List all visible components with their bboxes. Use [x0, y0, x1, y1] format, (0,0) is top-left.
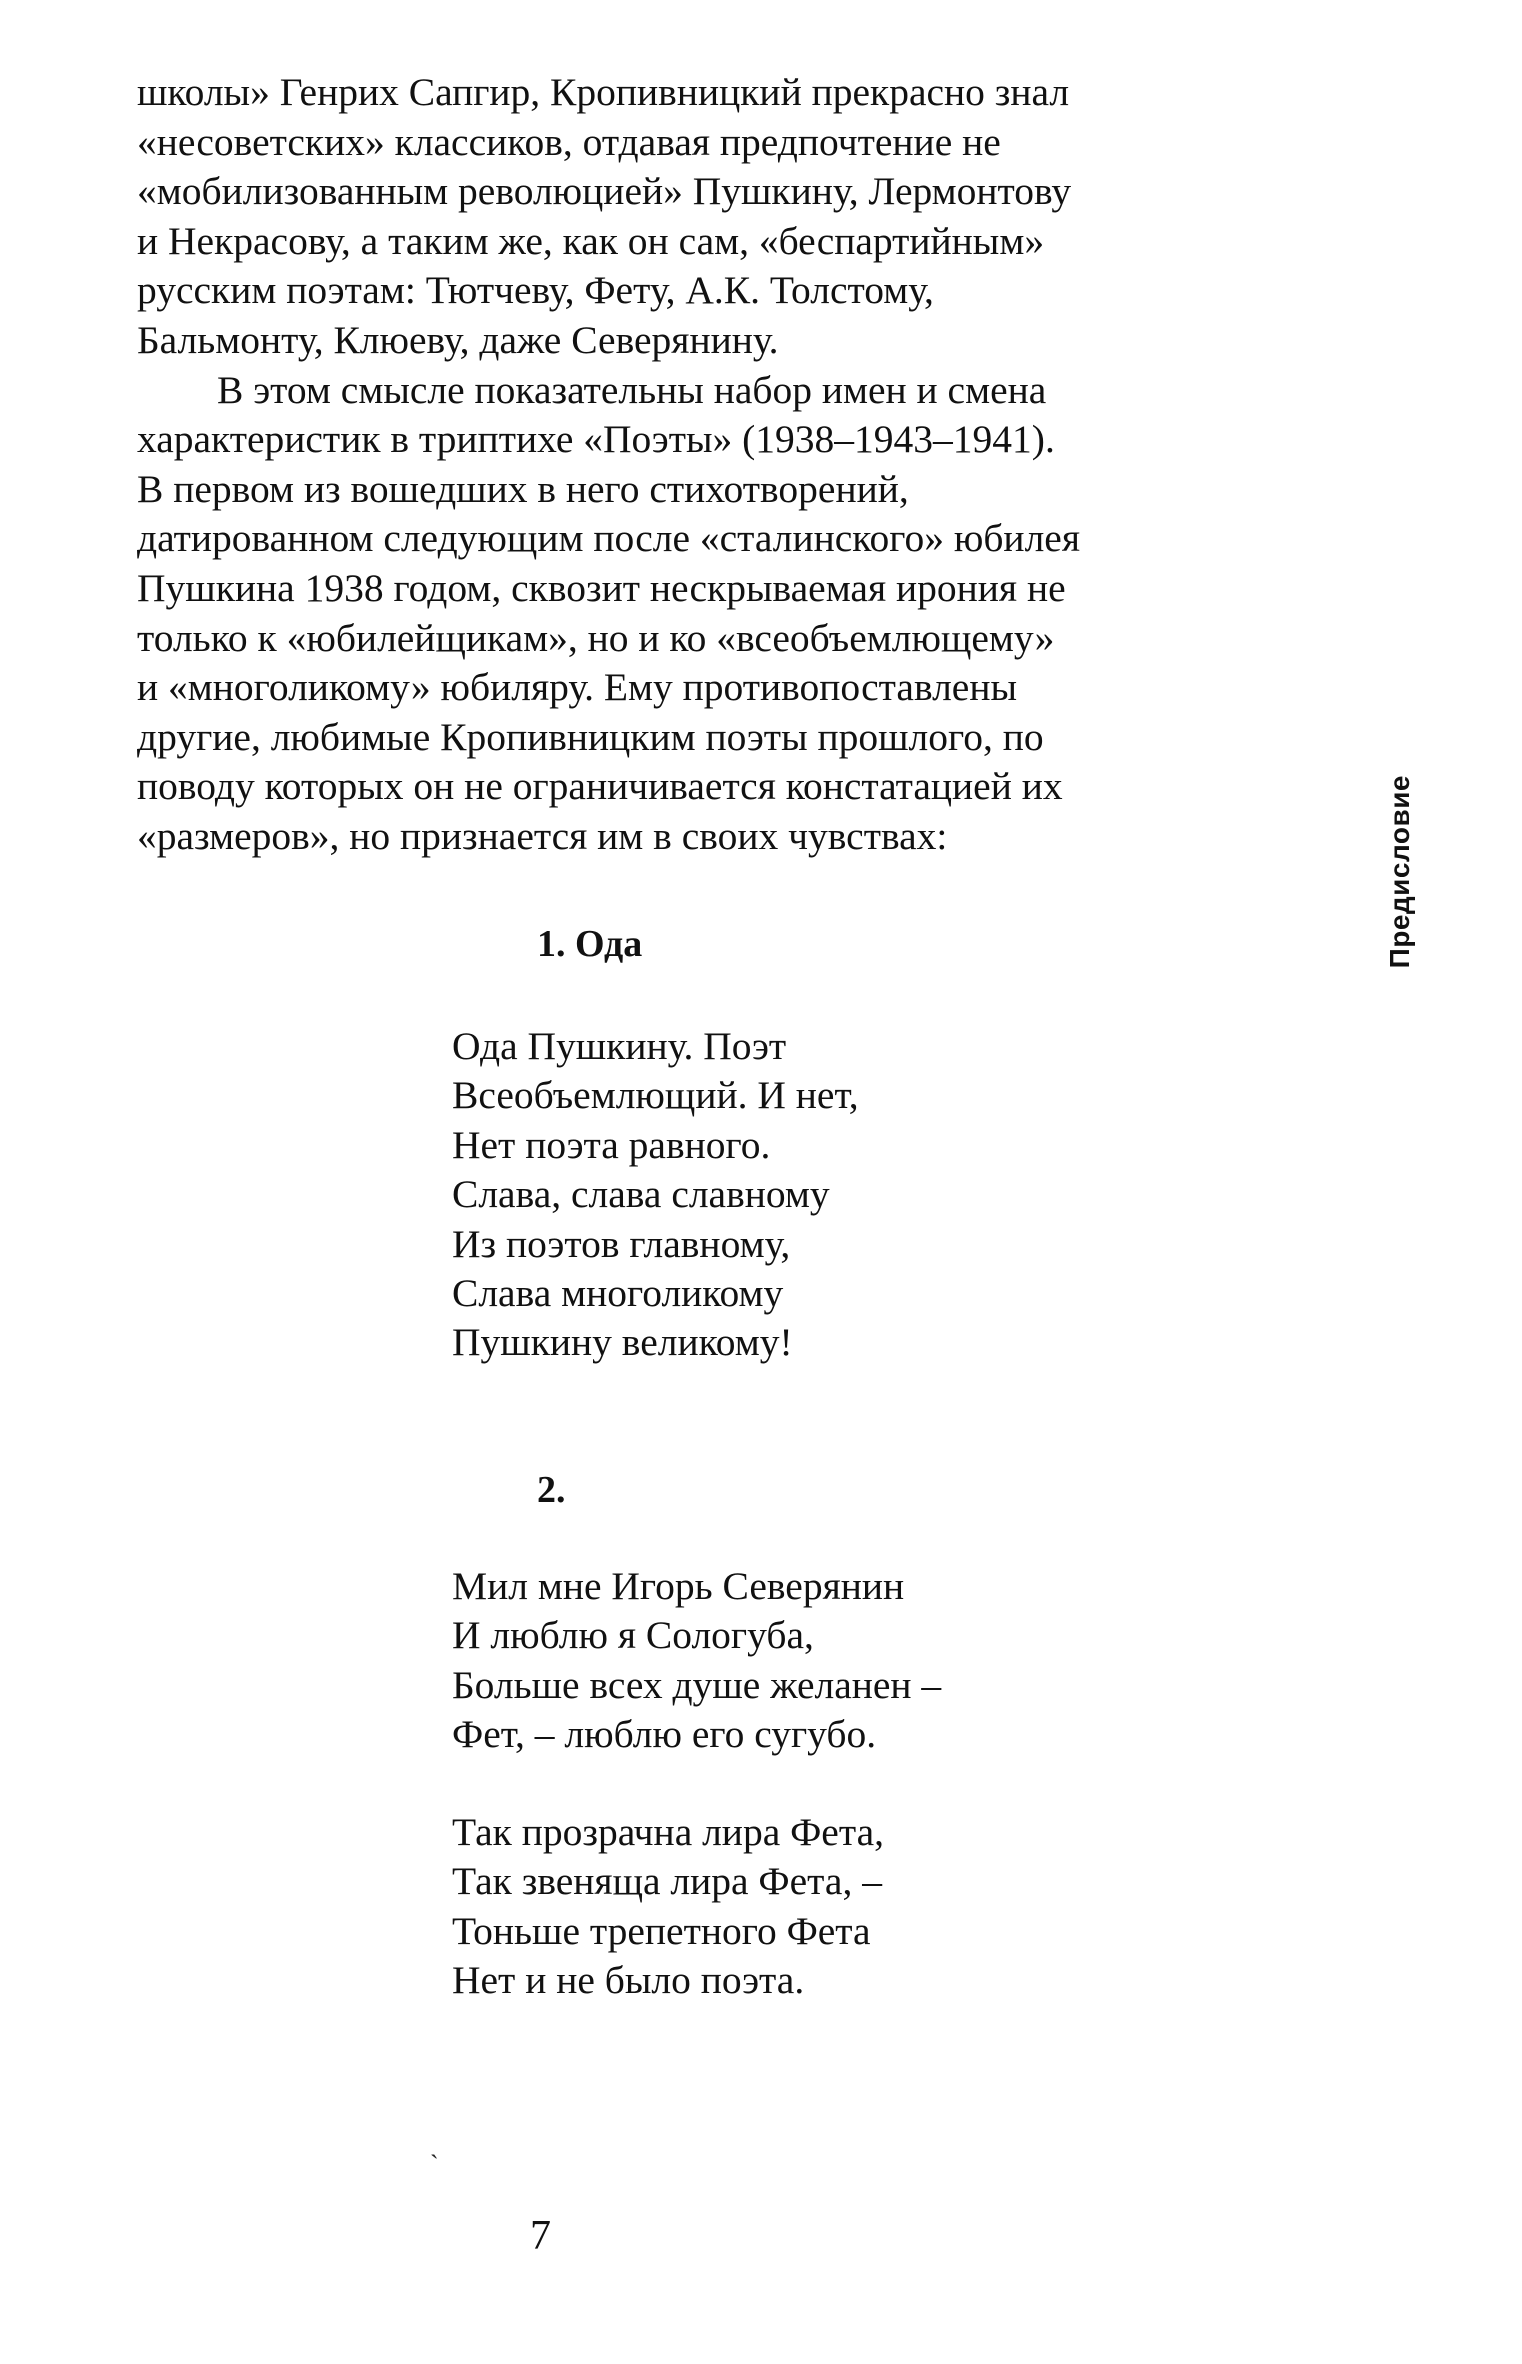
text-line: Пушкина 1938 годом, сквозит нескрываемая ирония не: [137, 565, 1066, 610]
verse-line: Ода Пушкину. Поэт: [452, 1024, 787, 1068]
text-line: В первом из вошедших в него стихотворений,: [137, 466, 909, 511]
text-line: «размеров», но признается им в своих чувствах:: [137, 813, 948, 858]
text-line: только к «юбилейщикам», но и ко «всеобъемлющему»: [137, 615, 1055, 660]
poem-stanza: [452, 1022, 859, 1368]
verse-line: Всеобъемлющий. И нет,: [452, 1073, 859, 1118]
verse-line: Фет, – люблю его сугубо.: [452, 1712, 877, 1757]
text-line: другие, любимые Кропивницким поэты прошлого, по: [137, 714, 1044, 759]
text-line: поводу которых он не ограничивается констатацией их: [137, 764, 1063, 809]
verse-line: Тоньше трепетного Фета: [452, 1908, 871, 1953]
text-line: русским поэтам: Тютчеву, Фету, А.К. Толстому,: [137, 268, 934, 313]
verse-line: Больше всех душе желанен –: [452, 1662, 942, 1707]
verse-line: Пушкину великому!: [452, 1320, 793, 1365]
page-number: 7: [530, 2213, 551, 2259]
text-line: датированном следующим после «сталинского» юбилея: [137, 516, 1080, 561]
poem-stanza: [452, 1562, 941, 1760]
verse-line: Нет поэта равного.: [452, 1122, 771, 1167]
text-line: и «многоликому» юбиляру. Ему противопоставлены: [137, 665, 1018, 710]
text-line: «несоветских» классиков, отдавая предпочтение не: [137, 119, 1001, 164]
verse-line: Мил мне Игорь Северянин: [452, 1564, 905, 1608]
verse-line: Слава, слава славному: [452, 1172, 830, 1217]
text-line: В этом смысле показательны набор имен и смена: [217, 367, 1047, 412]
text-line: и Некрасову, а таким же, как он сам, «беспартийным»: [137, 218, 1045, 263]
verse-line: Нет и не было поэта.: [452, 1958, 805, 2003]
verse-line: И люблю я Сологуба,: [452, 1613, 814, 1658]
text-line: Бальмонту, Клюеву, даже Северянину.: [137, 317, 779, 362]
verse-line: Так звеняща лира Фета, –: [452, 1859, 882, 1904]
verse-line: Из поэтов главному,: [452, 1221, 791, 1266]
text-line: «мобилизованным революцией» Пушкину, Лермонтову: [137, 169, 1072, 214]
text-line: школы» Генрих Сапгир, Кропивницкий прекрасно знал: [137, 70, 1070, 114]
stray-mark: ˋ: [430, 2150, 439, 2179]
text-line: характеристик в триптихе «Поэты» (1938–1943–1941).: [137, 417, 1055, 462]
preface-text: [137, 68, 1197, 862]
poem-heading: 1. Ода: [537, 923, 643, 965]
poem-stanza: [452, 1808, 884, 2006]
poem-heading: 2.: [537, 1469, 566, 1511]
verse-line: Так прозрачна лира Фета,: [452, 1810, 884, 1854]
running-head: Предисловие: [1384, 775, 1415, 969]
verse-line: Слава многоликому: [452, 1271, 784, 1316]
